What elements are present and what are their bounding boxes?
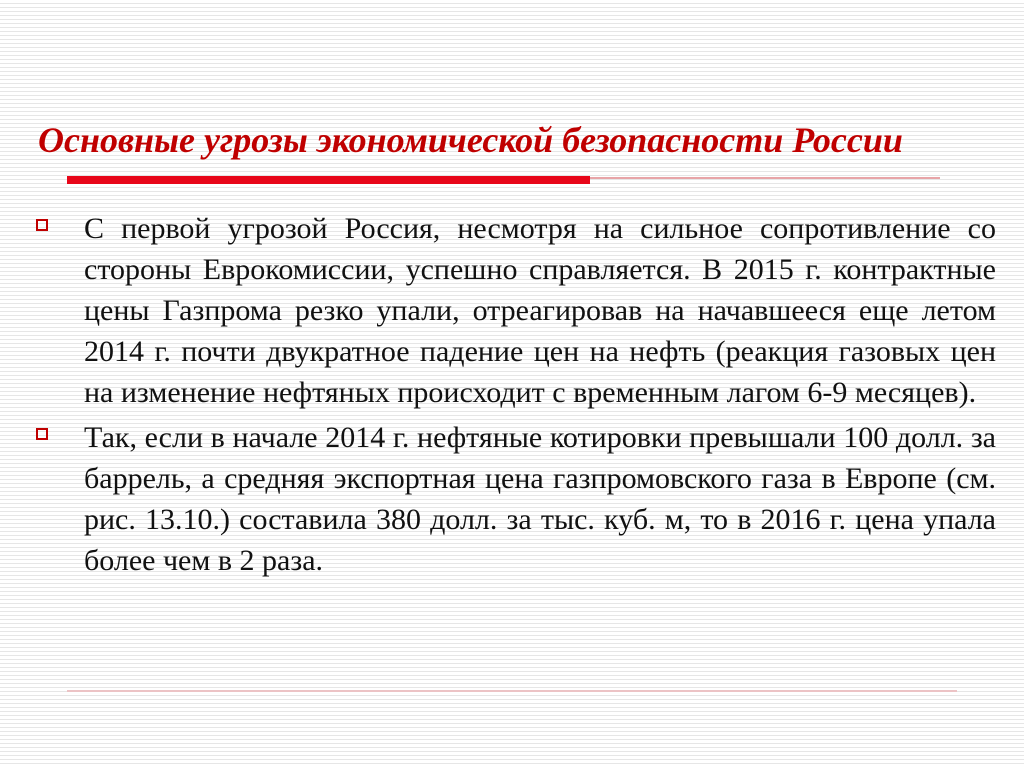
slide-title: Основные угрозы экономической безопасности России xyxy=(38,120,903,160)
title-accent-rule xyxy=(67,176,590,184)
bullet-text: Так, если в начале 2014 г. нефтяные котировки превышали 100 долл. за баррель, а средняя экспортная цена газпромовского газа в Европе (см. рис. 13.10.) составила 380 долл. за тыс. куб. м, то в 2016 г. цена упала более чем в 2 раза. xyxy=(84,421,996,577)
list-item xyxy=(36,208,996,413)
list-item xyxy=(36,417,996,581)
footer-rule xyxy=(67,690,957,692)
hollow-square-bullet-icon xyxy=(36,428,48,440)
title-thin-rule xyxy=(590,177,940,179)
hollow-square-bullet-icon xyxy=(36,219,48,231)
bullet-text: С первой угрозой Россия, несмотря на сильное сопротивление со стороны Еврокомиссии, успешно справляется. В 2015 г. контрактные цены Газпрома резко упали, отреагировав на начавшееся еще летом 2014 г. почти двукратное падение цен на нефть (реакция газовых цен на изменение нефтяных происходит с временным лагом 6-9 месяцев). xyxy=(84,212,996,409)
bullet-list xyxy=(36,208,996,585)
